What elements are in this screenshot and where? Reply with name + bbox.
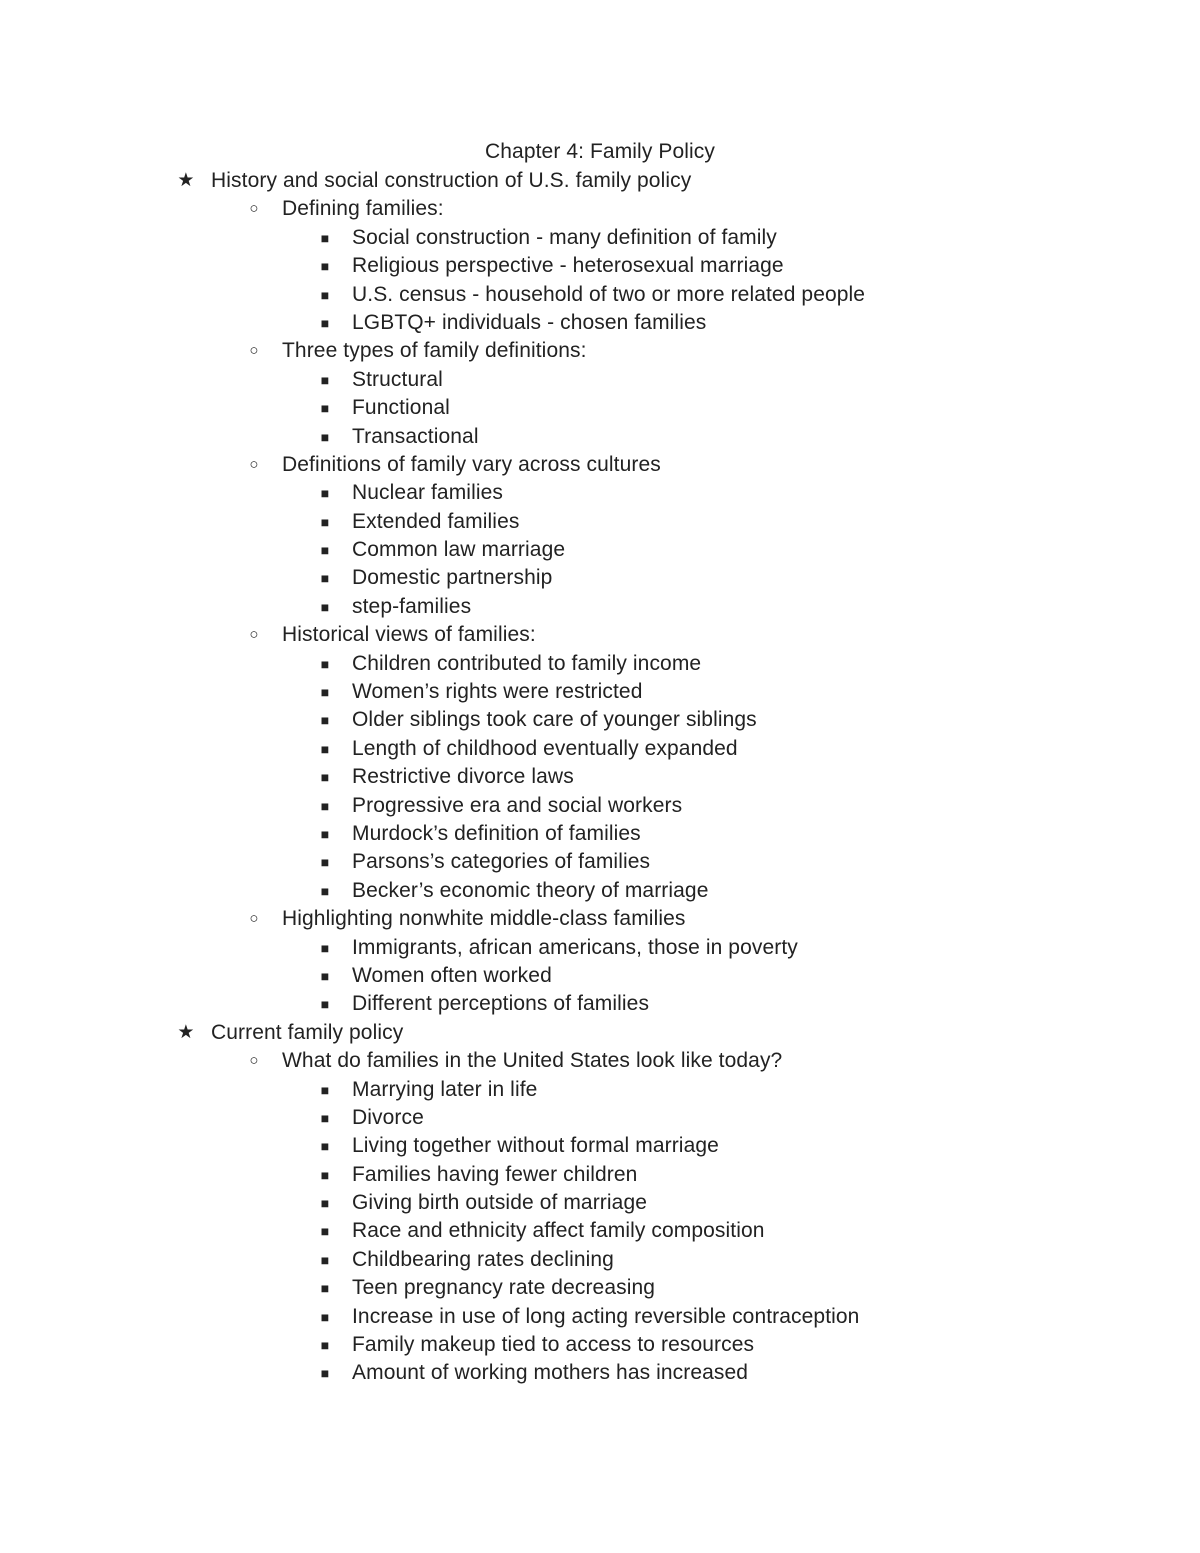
subsection-heading-text: Three types of family definitions: [282, 339, 587, 363]
list-item-text: Murdock’s definition of families [352, 821, 641, 845]
list-item-text: Living together without formal marriage [352, 1134, 719, 1158]
list-item-text: LGBTQ+ individuals - chosen families [352, 310, 707, 334]
list-item [0, 877, 1200, 905]
list-item-text: Length of childhood eventually expanded [352, 736, 738, 760]
square-bullet-icon: ■ [320, 825, 330, 842]
square-bullet-icon: ■ [320, 1109, 330, 1126]
section-heading [0, 1019, 1200, 1047]
list-item [0, 1076, 1200, 1104]
square-bullet-icon: ■ [320, 570, 330, 587]
document-title: Chapter 4: Family Policy [485, 140, 715, 163]
list-item [0, 962, 1200, 990]
list-item [0, 678, 1200, 706]
square-bullet-icon: ■ [320, 400, 330, 417]
list-item [0, 735, 1200, 763]
list-item [0, 820, 1200, 848]
square-bullet-icon: ■ [320, 598, 330, 615]
list-item-text: Progressive era and social workers [352, 793, 683, 817]
square-bullet-icon: ■ [320, 286, 330, 303]
list-item-text: Nuclear families [352, 481, 503, 505]
square-bullet-icon: ■ [320, 684, 330, 701]
outline-list [0, 167, 1200, 1388]
subsection-heading [0, 337, 1200, 365]
list-item [0, 479, 1200, 507]
star-bullet-icon: ★ [177, 170, 195, 191]
list-item [0, 650, 1200, 678]
list-item-text: Marrying later in life [352, 1077, 538, 1101]
square-bullet-icon: ■ [320, 1166, 330, 1183]
square-bullet-icon: ■ [320, 939, 330, 956]
list-item-text: Becker’s economic theory of marriage [352, 878, 709, 902]
subsection-heading [0, 621, 1200, 649]
list-item-text: Religious perspective - heterosexual marriage [352, 254, 784, 278]
list-item [0, 366, 1200, 394]
star-bullet-icon: ★ [177, 1021, 195, 1043]
square-bullet-icon: ■ [320, 1081, 330, 1098]
list-item-text: Amount of working mothers has increased [352, 1361, 749, 1385]
list-item-text: step-families [352, 594, 472, 618]
subsection-heading [0, 1047, 1200, 1075]
square-bullet-icon: ■ [320, 428, 330, 445]
subsection-heading-text: Historical views of families: [282, 623, 536, 647]
square-bullet-icon: ■ [320, 740, 330, 757]
list-item [0, 792, 1200, 820]
list-item-text: Giving birth outside of marriage [352, 1191, 648, 1215]
subsection-heading [0, 905, 1200, 933]
square-bullet-icon: ■ [320, 882, 330, 899]
list-item [0, 1274, 1200, 1302]
section-heading-text: Current family policy [211, 1020, 404, 1044]
list-item [0, 281, 1200, 309]
list-item [0, 1331, 1200, 1359]
circle-bullet-icon: ○ [249, 1052, 259, 1070]
list-item [0, 224, 1200, 252]
list-item-text: Extended families [352, 509, 520, 533]
square-bullet-icon: ■ [320, 513, 330, 530]
list-item-text: Social construction - many definition of family [352, 225, 777, 249]
square-bullet-icon: ■ [320, 1195, 330, 1212]
square-bullet-icon: ■ [320, 712, 330, 729]
list-item [0, 252, 1200, 280]
list-item [0, 1359, 1200, 1387]
list-item-text: Family makeup tied to access to resources [352, 1333, 755, 1357]
list-item [0, 564, 1200, 592]
square-bullet-icon: ■ [320, 996, 330, 1013]
list-item-text: Divorce [352, 1105, 424, 1129]
list-item-text: Common law marriage [352, 538, 566, 562]
list-item-text: Restrictive divorce laws [352, 765, 574, 789]
section-heading-text: History and social construction of U.S. family policy [211, 169, 692, 192]
list-item-text: U.S. census - household of two or more related people [352, 282, 866, 306]
subsection-heading [0, 451, 1200, 479]
square-bullet-icon: ■ [320, 854, 330, 871]
square-bullet-icon: ■ [320, 655, 330, 672]
list-item-text: Childbearing rates declining [352, 1247, 614, 1271]
square-bullet-icon: ■ [320, 229, 330, 246]
square-bullet-icon: ■ [320, 769, 330, 786]
square-bullet-icon: ■ [320, 1365, 330, 1382]
list-item-text: Immigrants, african americans, those in poverty [352, 935, 798, 959]
list-item-text: Older siblings took care of younger siblings [352, 708, 757, 732]
circle-bullet-icon: ○ [249, 626, 259, 644]
square-bullet-icon: ■ [320, 1337, 330, 1354]
list-item [0, 848, 1200, 876]
square-bullet-icon: ■ [320, 314, 330, 331]
list-item-text: Different perceptions of families [352, 992, 650, 1016]
list-item [0, 1217, 1200, 1245]
circle-bullet-icon: ○ [249, 200, 259, 218]
list-item-text: Women often worked [352, 963, 552, 987]
list-item-text: Women’s rights were restricted [352, 680, 643, 704]
list-item-text: Teen pregnancy rate decreasing [352, 1276, 656, 1300]
list-item [0, 1189, 1200, 1217]
list-item-text: Structural [352, 367, 443, 391]
list-item-text: Domestic partnership [352, 566, 553, 590]
list-item [0, 394, 1200, 422]
square-bullet-icon: ■ [320, 1251, 330, 1268]
subsection-heading-text: Definitions of family vary across cultures [282, 452, 661, 476]
square-bullet-icon: ■ [320, 967, 330, 984]
square-bullet-icon: ■ [320, 1223, 330, 1240]
circle-bullet-icon: ○ [249, 910, 259, 928]
list-item [0, 508, 1200, 536]
square-bullet-icon: ■ [320, 1308, 330, 1325]
circle-bullet-icon: ○ [249, 455, 259, 473]
list-item-text: Increase in use of long acting reversible contraception [352, 1304, 860, 1328]
list-item [0, 423, 1200, 451]
subsection-heading [0, 195, 1200, 223]
subsection-heading-text: Defining families: [282, 197, 444, 221]
subsection-heading-text: Highlighting nonwhite middle-class families [282, 907, 686, 931]
circle-bullet-icon: ○ [249, 342, 259, 360]
list-item [0, 1104, 1200, 1132]
square-bullet-icon: ■ [320, 1280, 330, 1297]
section-heading [0, 167, 1200, 195]
square-bullet-icon: ■ [320, 1138, 330, 1155]
list-item-text: Functional [352, 396, 450, 420]
square-bullet-icon: ■ [320, 797, 330, 814]
square-bullet-icon: ■ [320, 542, 330, 559]
list-item [0, 309, 1200, 337]
list-item-text: Parsons’s categories of families [352, 850, 651, 874]
square-bullet-icon: ■ [320, 371, 330, 388]
list-item [0, 763, 1200, 791]
list-item [0, 1161, 1200, 1189]
list-item [0, 1303, 1200, 1331]
list-item-text: Children contributed to family income [352, 651, 702, 675]
list-item-text: Families having fewer children [352, 1162, 638, 1186]
square-bullet-icon: ■ [320, 258, 330, 275]
list-item [0, 1246, 1200, 1274]
list-item [0, 706, 1200, 734]
list-item [0, 593, 1200, 621]
list-item-text: Race and ethnicity affect family composition [352, 1219, 765, 1243]
list-item [0, 990, 1200, 1018]
list-item-text: Transactional [352, 424, 479, 448]
subsection-heading-text: What do families in the United States look like today? [282, 1049, 783, 1073]
list-item [0, 1132, 1200, 1160]
list-item [0, 934, 1200, 962]
list-item [0, 536, 1200, 564]
square-bullet-icon: ■ [320, 485, 330, 502]
